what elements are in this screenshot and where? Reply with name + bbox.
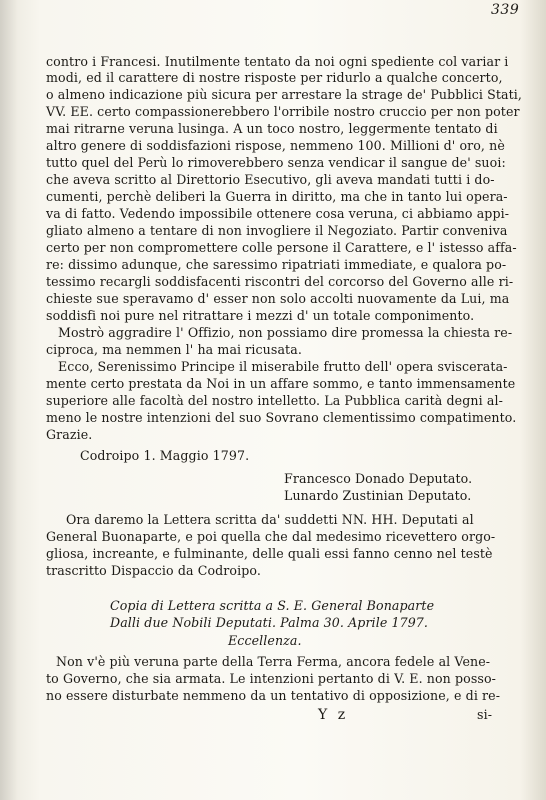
catchword: si- [477,707,493,722]
text-line: contro i Francesi. Inutilmente tentato da noi ogni spediente col variar i [46,54,509,69]
text-line: re: dissimo adunque, che saressimo ripatriati immediate, e qualora po- [46,257,507,272]
signature-line: Lunardo Zustinian Deputato. [284,488,472,503]
text-line: gliosa, increante, e fulminante, delle quali essi fanno cenno nel testè [46,546,493,561]
text-line: Grazie. [46,427,93,442]
text-line: certo per non compromettere colle persone il Carattere, e l' istesso affa- [46,240,517,255]
text-line: soddisfi noi pure nel ritrattare i mezzi d' un totale componimento. [46,308,475,323]
signature-line: Francesco Donado Deputato. [284,471,473,486]
text-line: VV. EE. certo compassionerebbero l'orribile nostro cruccio per non poter [46,104,520,119]
text-line: meno le nostre intenzioni del suo Sovrano clementissimo compatimento. [46,410,517,425]
text-line: Mostrò aggradire l' Offizio, non possiamo dire promessa la chiesta re- [58,325,513,340]
text-line: che aveva scritto al Direttorio Esecutivo, gli aveva mandati tutti i do- [46,172,495,187]
text-line: Non v'è più veruna parte della Terra Ferma, ancora fedele al Vene- [56,654,491,669]
text-line: altro genere di soddisfazioni rispose, nemmeno 100. Millioni d' oro, nè [46,138,505,153]
text-line: General Buonaparte, e poi quella che dal medesimo ricevettero orgo- [46,529,496,544]
text-line: trascritto Dispaccio da Codroipo. [46,563,261,578]
text-line: ciproca, ma nemmen l' ha mai ricusata. [46,342,302,357]
letter-heading: Copia di Lettera scritta a S. E. General Bonaparte [110,598,435,613]
text-line: mente certo prestata da Noi in un affare sommo, e tanto immensamente [46,376,516,391]
text-line: mai ritrarne veruna lusinga. A un toco nostro, leggermente tentato di [46,121,498,136]
letter-heading: Dalli due Nobili Deputati. Palma 30. Aprile 1797. [110,615,429,630]
text-line: no essere disturbate nemmeno da un tentativo di opposizione, e di re- [46,688,501,703]
page-number: 339 [491,2,520,18]
text-line: to Governo, che sia armata. Le intenzioni pertanto di V. E. non posso- [46,671,496,686]
text-line: gliato almeno a tentare di non invogliere il Negoziato. Partir conveniva [46,223,508,238]
text-line: Ora daremo la Lettera scritta da' suddetti NN. HH. Deputati al [66,512,474,527]
text-line: superiore alle facoltà del nostro intelletto. La Pubblica carità degni al- [46,393,503,408]
text-line: Ecco, Serenissimo Principe il miserabile frutto dell' opera sviscerata- [58,359,508,374]
text-line: tutto quel del Perù lo rimoverebbero senza vendicar il sangue de' suoi: [46,155,506,170]
text-line: o almeno indicazione più sicura per arrestare la strage de' Pubblici Stati, [46,87,522,102]
text-line: chieste sue speravamo d' esser non solo accolti nuovamente da Lui, ma [46,291,510,306]
text-line: va di fatto. Vedendo impossibile ottenere cosa veruna, ci abbiamo appi- [46,206,510,221]
page-gutter-shadow [0,0,18,800]
dateline: Codroipo 1. Maggio 1797. [80,448,250,463]
salutation: Eccellenza. [228,633,302,648]
signature-mark: Y z [318,707,349,723]
text-line: tessimo recargli soddisfacenti riscontri del corcorso del Governo alle ri- [46,274,514,289]
text-line: cumenti, perchè deliberi la Guerra in diritto, ma che in tanto lui opera- [46,189,508,204]
text-line: modi, ed il carattere di nostre risposte per ridurlo a qualche concerto, [46,70,503,85]
